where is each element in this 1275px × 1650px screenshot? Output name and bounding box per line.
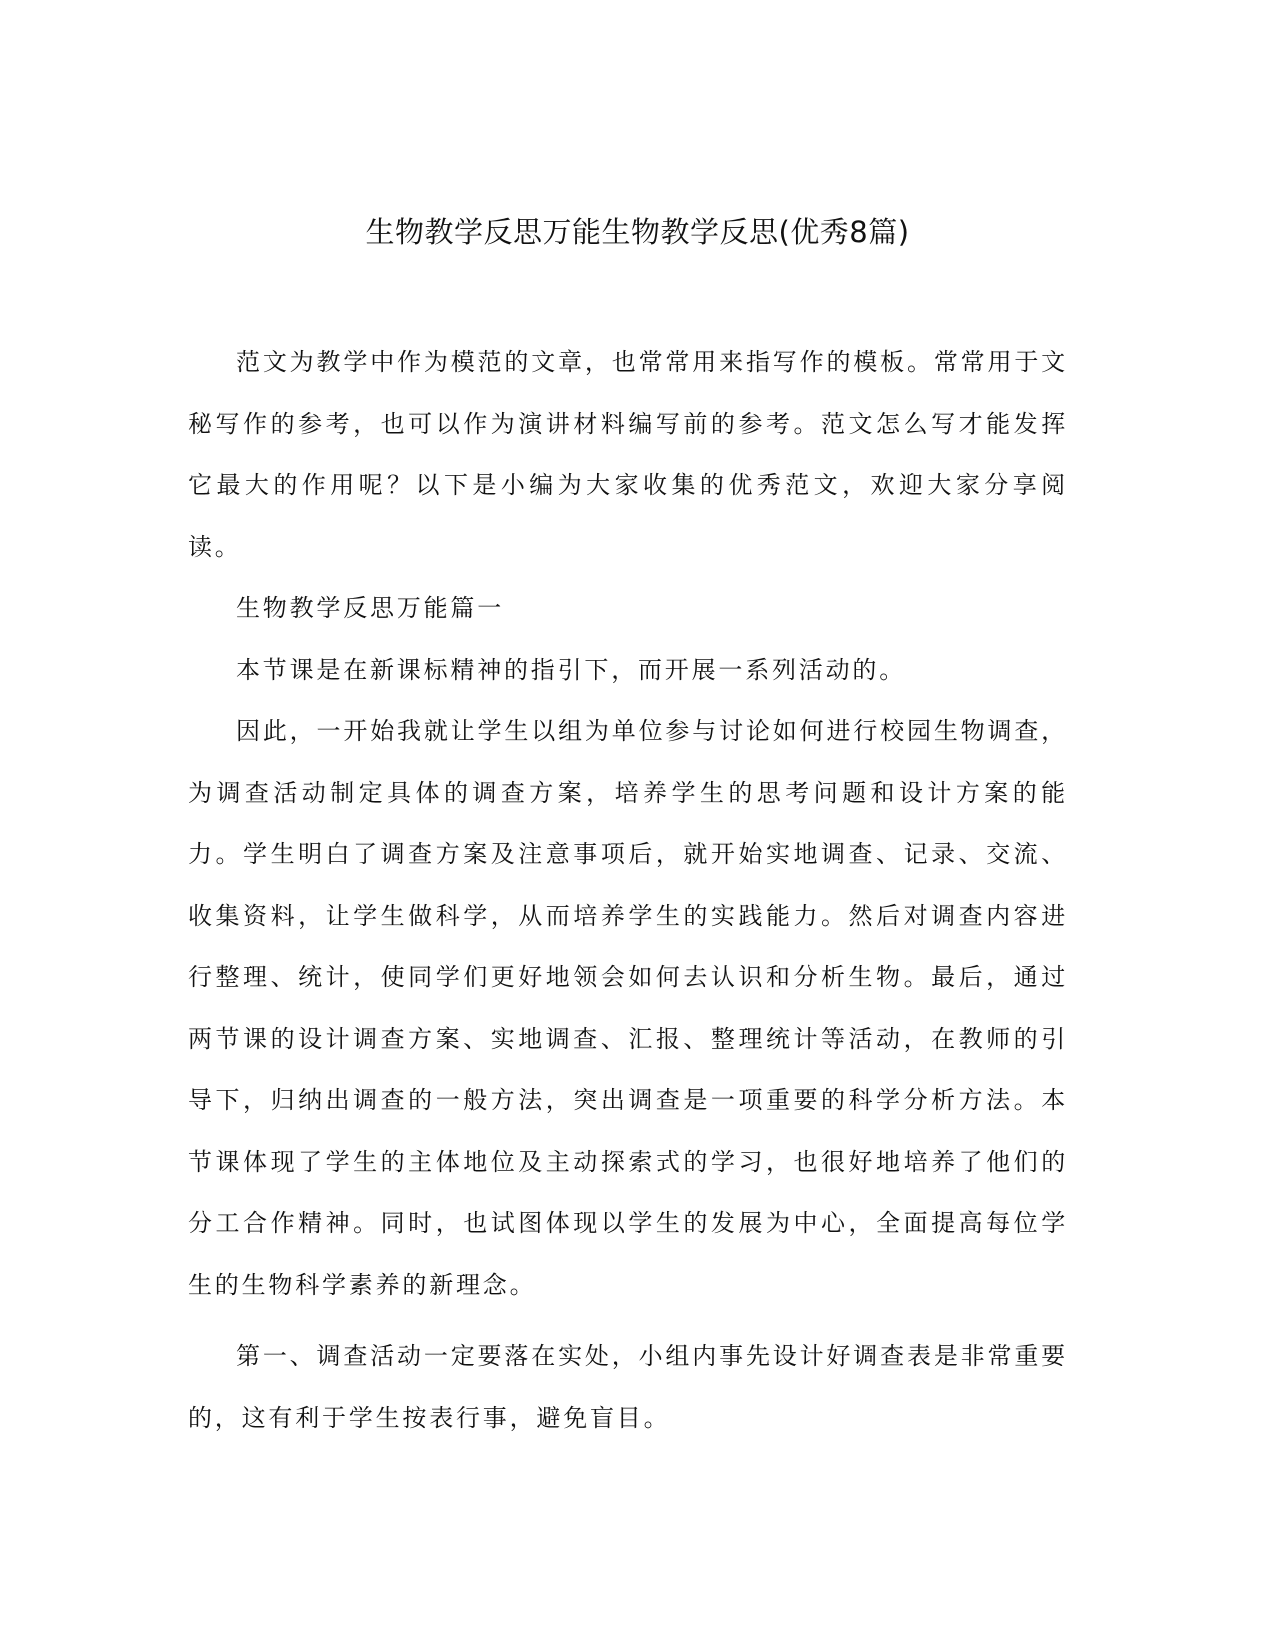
section-heading: 生物教学反思万能篇一: [236, 594, 504, 622]
body-paragraph: 本节课是在新课标精神的指引下，而开展一系列活动的。: [236, 655, 906, 684]
document-title: 生物教学反思万能生物教学反思(优秀8篇): [365, 215, 910, 249]
body-paragraph: 因此，一开始我就让学生以组为单位参与讨论如何进行校园生物调查，为调查活动制定具体的调查方案，培养学生的思考问题和设计方案的能力。学生明白了调查方案及注意事项后，就开始实地调查、记录、交流、收集资料，让学生做科学，从而培养学生的实践能力。然后对调查内容进行整理、统计，使同学们更好地领会如何去认识和分析生物。最后，通过两节课的设计调查方案、实地调查、汇报、整理统计等活动，在教师的引导下，归纳出调查的一般方法，突出调查是一项重要的科学分析方法。本节课体现了学生的主体地位及主动探索式的学习，也很好地培养了他们的分工合作精神。同时，也试图体现以学生的发展为中心，全面提高每位学生的生物科学素养的新理念。: [188, 717, 1068, 1299]
body-paragraph: 第一、调查活动一定要落在实处，小组内事先设计好调查表是非常重要的，这有利于学生按表行事，避免盲目。: [188, 1342, 1068, 1432]
document-body: [188, 332, 1068, 1449]
intro-paragraph: 范文为教学中作为模范的文章，也常常用来指写作的模板。常常用于文秘写作的参考，也可以作为演讲材料编写前的参考。范文怎么写才能发挥它最大的作用呢？以下是小编为大家收集的优秀范文，欢迎大家分享阅读。: [188, 348, 1068, 561]
